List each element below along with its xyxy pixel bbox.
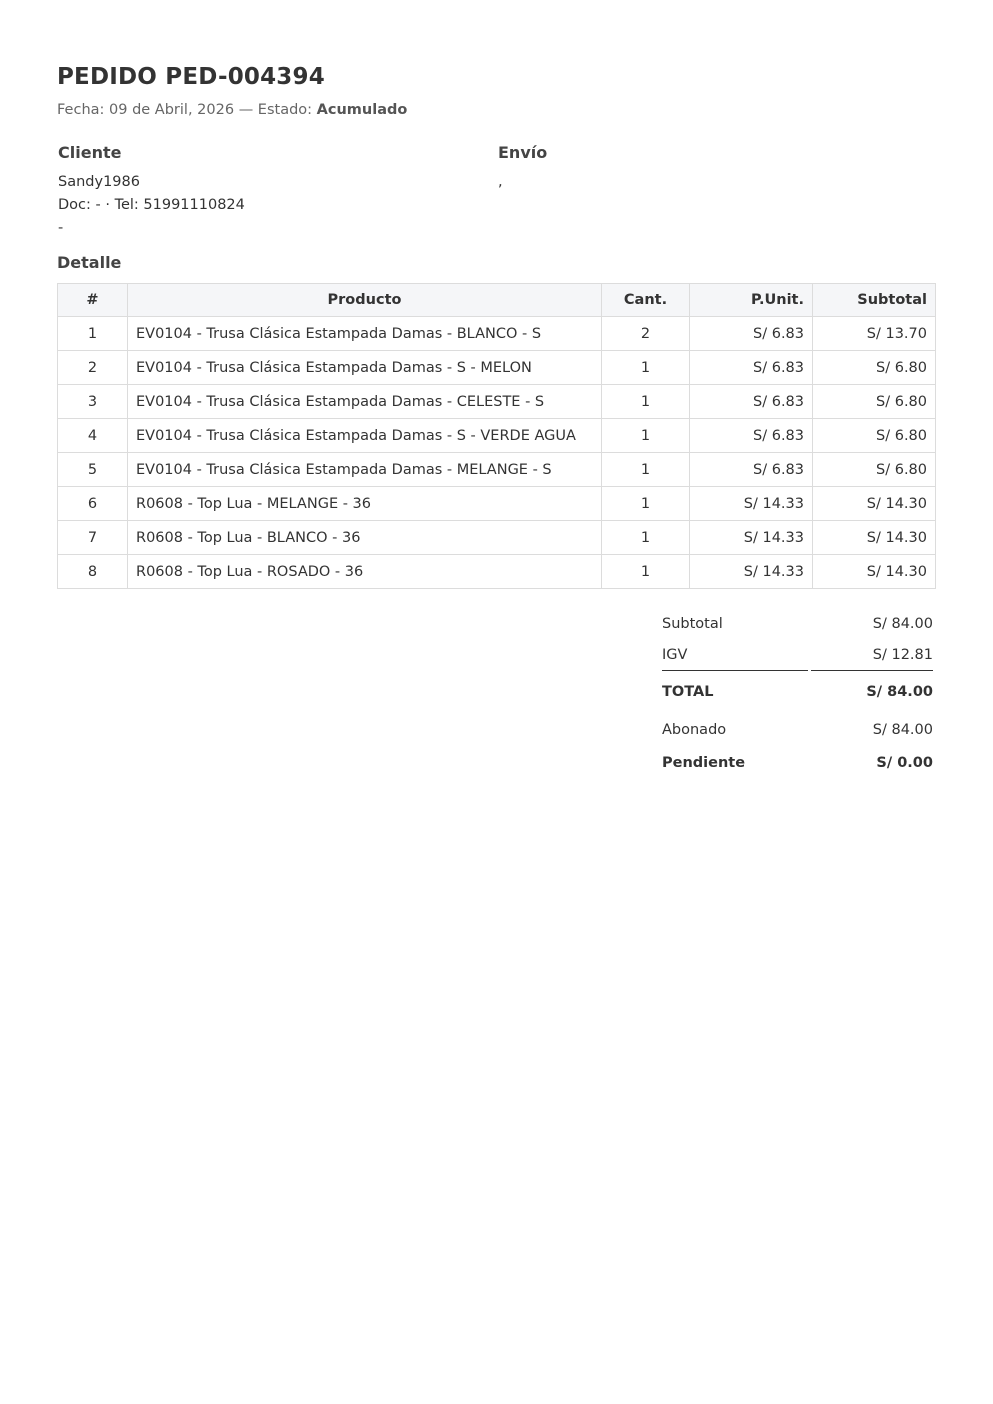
abonado-label: Abonado — [662, 722, 727, 738]
row-punit: S/ 14.33 — [690, 555, 813, 589]
row-producto: R0608 - Top Lua - MELANGE - 36 — [128, 487, 602, 521]
items-table — [57, 283, 936, 589]
pendiente-row — [662, 753, 933, 773]
row-num: 2 — [58, 351, 128, 385]
table-header-row — [58, 284, 936, 317]
table-row — [58, 555, 936, 589]
row-producto: EV0104 - Trusa Clásica Estampada Damas - MELANGE - S — [128, 453, 602, 487]
table-row — [58, 385, 936, 419]
row-producto: R0608 - Top Lua - BLANCO - 36 — [128, 521, 602, 555]
row-punit: S/ 6.83 — [690, 385, 813, 419]
row-subtotal: S/ 14.30 — [813, 487, 936, 521]
row-producto: EV0104 - Trusa Clásica Estampada Damas - S - VERDE AGUA — [128, 419, 602, 453]
row-cant: 1 — [602, 453, 690, 487]
pendiente-label: Pendiente — [662, 755, 746, 771]
column-header-subtotal: Subtotal — [813, 284, 936, 317]
cliente-doc-tel: Doc: - · Tel: 51991110824 — [58, 197, 245, 213]
envio-heading: Envío — [498, 143, 548, 162]
total-value: S/ 84.00 — [866, 684, 933, 700]
row-cant: 1 — [602, 351, 690, 385]
detalle-heading: Detalle — [57, 253, 122, 272]
row-punit: S/ 14.33 — [690, 487, 813, 521]
row-subtotal: S/ 13.70 — [813, 317, 936, 351]
table-row — [58, 351, 936, 385]
total-row — [662, 682, 933, 702]
column-header-num: # — [58, 284, 128, 317]
divider-left — [662, 670, 808, 671]
row-cant: 1 — [602, 385, 690, 419]
table-row — [58, 317, 936, 351]
status-label: Estado: — [257, 102, 313, 118]
table-row — [58, 521, 936, 555]
cliente-name: Sandy1986 — [58, 174, 140, 190]
row-num: 3 — [58, 385, 128, 419]
envio-address: , — [498, 174, 503, 190]
subtotal-value: S/ 84.00 — [872, 616, 933, 632]
totals-divider — [662, 670, 933, 671]
igv-row — [662, 645, 933, 665]
row-num: 1 — [58, 317, 128, 351]
meta-separator: — — [238, 102, 254, 118]
row-punit: S/ 6.83 — [690, 453, 813, 487]
row-producto: R0608 - Top Lua - ROSADO - 36 — [128, 555, 602, 589]
row-punit: S/ 14.33 — [690, 521, 813, 555]
row-producto: EV0104 - Trusa Clásica Estampada Damas - CELESTE - S — [128, 385, 602, 419]
row-num: 7 — [58, 521, 128, 555]
row-cant: 1 — [602, 521, 690, 555]
row-cant: 1 — [602, 555, 690, 589]
row-subtotal: S/ 6.80 — [813, 385, 936, 419]
abonado-row — [662, 720, 933, 740]
cliente-heading: Cliente — [58, 143, 122, 162]
subtotal-row — [662, 614, 933, 634]
row-num: 5 — [58, 453, 128, 487]
column-header-punit: P.Unit. — [690, 284, 813, 317]
column-header-cant: Cant. — [602, 284, 690, 317]
parties-section — [57, 143, 935, 243]
cliente-block — [58, 143, 245, 240]
row-producto: EV0104 - Trusa Clásica Estampada Damas - BLANCO - S — [128, 317, 602, 351]
row-subtotal: S/ 6.80 — [813, 453, 936, 487]
row-num: 8 — [58, 555, 128, 589]
date-label: Fecha: — [57, 102, 105, 118]
totals-block — [662, 614, 933, 773]
page-title: PEDIDO PED-004394 — [57, 64, 325, 90]
cliente-extra: - — [58, 220, 64, 236]
row-subtotal: S/ 14.30 — [813, 555, 936, 589]
row-cant: 1 — [602, 419, 690, 453]
row-num: 4 — [58, 419, 128, 453]
status-value: Acumulado — [316, 102, 408, 118]
row-punit: S/ 6.83 — [690, 351, 813, 385]
row-cant: 1 — [602, 487, 690, 521]
subtotal-label: Subtotal — [662, 616, 723, 632]
row-subtotal: S/ 14.30 — [813, 521, 936, 555]
column-header-producto: Producto — [128, 284, 602, 317]
pendiente-value: S/ 0.00 — [876, 755, 933, 771]
row-subtotal: S/ 6.80 — [813, 351, 936, 385]
total-label: TOTAL — [662, 684, 714, 700]
abonado-value: S/ 84.00 — [872, 722, 933, 738]
order-meta — [57, 100, 935, 120]
divider-right — [811, 670, 933, 671]
table-row — [58, 487, 936, 521]
row-producto: EV0104 - Trusa Clásica Estampada Damas - S - MELON — [128, 351, 602, 385]
row-punit: S/ 6.83 — [690, 317, 813, 351]
envio-block — [498, 143, 547, 194]
row-cant: 2 — [602, 317, 690, 351]
order-document — [57, 62, 935, 771]
date-value: 09 de Abril, 2026 — [109, 102, 235, 118]
igv-value: S/ 12.81 — [872, 647, 933, 663]
table-row — [58, 419, 936, 453]
table-row — [58, 453, 936, 487]
row-subtotal: S/ 6.80 — [813, 419, 936, 453]
row-num: 6 — [58, 487, 128, 521]
row-punit: S/ 6.83 — [690, 419, 813, 453]
igv-label: IGV — [662, 647, 688, 663]
